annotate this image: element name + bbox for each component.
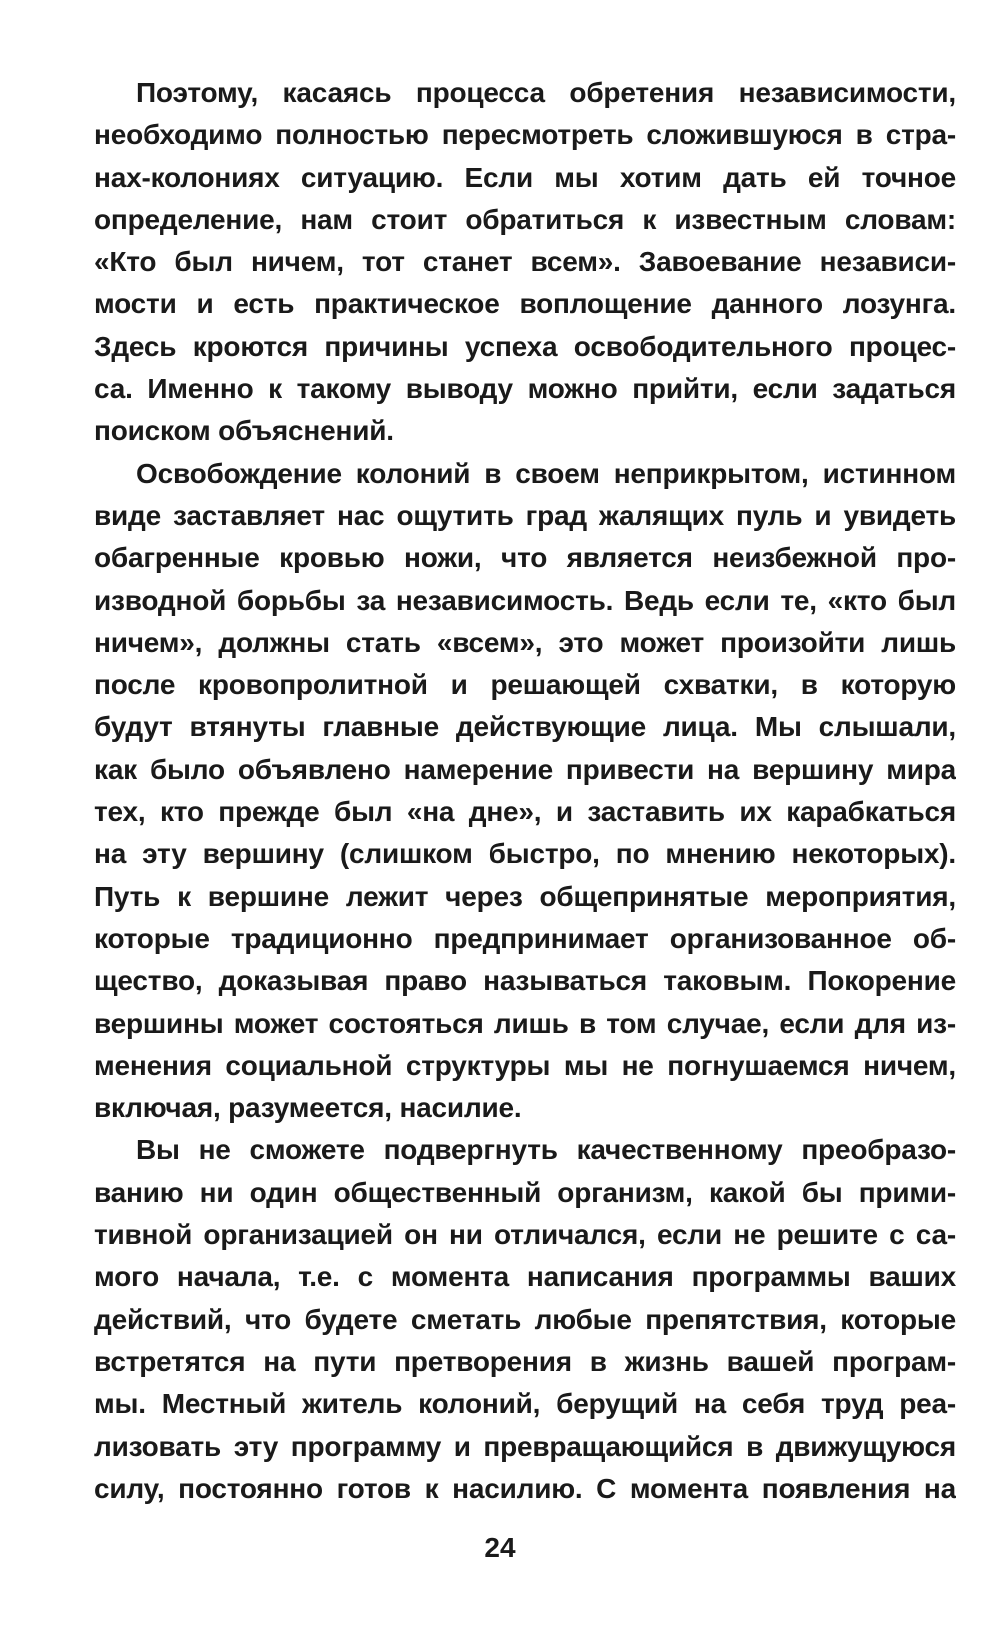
text-line: как было объявлено намерение привести на вершину мира [94, 753, 956, 785]
text-line: определение, нам стоит обратиться к известным словам: [94, 203, 956, 235]
text-line: менения социальной структуры мы не погнушаемся ничем, [94, 1049, 956, 1081]
text-line: действий, что будете сметать любые препятствия, которые [94, 1303, 956, 1335]
text-line: вершины может состояться лишь в том случае, если для из- [94, 1007, 956, 1039]
paragraph [94, 72, 956, 453]
text-line: силу, постоянно готов к насилию. С момента появления на [94, 1472, 956, 1504]
text-line: поиском объяснений. [94, 415, 394, 447]
text-line: Поэтому, касаясь процесса обретения независимости, [136, 77, 956, 108]
text-line: которые традиционно предпринимает организованное об- [94, 922, 956, 954]
text-line: мого начала, т.е. с момента написания программы ваших [94, 1261, 956, 1293]
text-line: включая, разумеется, насилие. [94, 1092, 522, 1124]
page-number: 24 [484, 1532, 516, 1563]
text-line: после кровопролитной и решающей схватки, в которую [94, 669, 956, 701]
text-line: виде заставляет нас ощутить град жалящих пуль и увидеть [94, 499, 956, 531]
text-line: мы. Местный житель колоний, берущий на себя труд реа- [94, 1388, 956, 1420]
text-line: Вы не сможете подвергнуть качественному преобразо- [136, 1134, 956, 1166]
text-line: Здесь кроются причины успеха освободительного процес- [94, 330, 956, 362]
text-line: ванию ни один общественный организм, какой бы прими- [94, 1176, 956, 1208]
text-line: мости и есть практическое воплощение данного лозунга. [94, 288, 956, 320]
text-line: са. Именно к такому выводу можно прийти, если задаться [94, 373, 956, 405]
text-line: нах-колониях ситуацию. Если мы хотим дать ей точное [94, 161, 956, 193]
text-line: тех, кто прежде был «на дне», и заставить их карабкаться [94, 796, 956, 828]
text-line: Освобождение колоний в своем неприкрытом, истинном [136, 457, 956, 489]
text-line: лизовать эту программу и превращающийся в движущуюся [94, 1430, 956, 1462]
text-line: тивной организацией он ни отличался, если не решите с са- [94, 1219, 956, 1251]
text-line: «Кто был ничем, тот станет всем». Завоевание независи- [94, 246, 956, 278]
text-line: обагренные кровью ножи, что является неизбежной про- [94, 542, 956, 574]
text-line: встретятся на пути претворения в жизнь вашей програм- [94, 1345, 956, 1377]
body-text [94, 72, 956, 1510]
text-line: изводной борьбы за независимость. Ведь если те, «кто был [94, 584, 956, 616]
text-line: Путь к вершине лежит через общепринятые мероприятия, [94, 880, 956, 912]
text-line: необходимо полностью пересмотреть сложившуюся в стра- [94, 119, 956, 151]
text-line: на эту вершину (слишком быстро, по мнению некоторых). [94, 838, 956, 870]
paragraph [94, 453, 956, 1130]
paragraph [94, 1129, 956, 1510]
text-line: ничем», должны стать «всем», это может произойти лишь [94, 626, 956, 658]
text-line: щество, доказывая право называться таковым. Покорение [94, 965, 956, 997]
text-line: будут втянуты главные действующие лица. Мы слышали, [94, 711, 956, 743]
